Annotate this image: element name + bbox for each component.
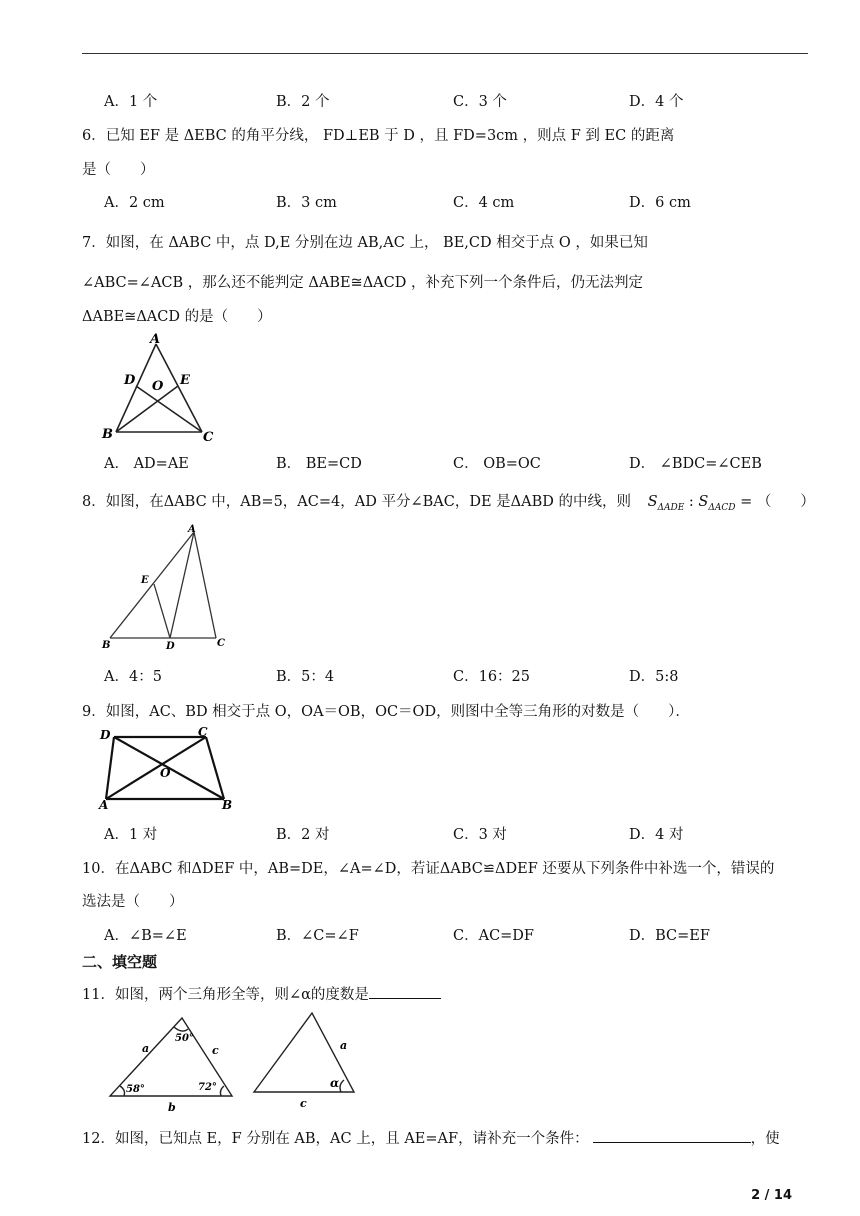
q9-label-o: O <box>160 766 171 780</box>
q7-option-a: A． AD=AE <box>104 456 189 472</box>
q5-option-b: B．2 个 <box>276 94 330 110</box>
q11-left-angle-left: 58° <box>126 1084 145 1095</box>
q10-option-a: A．∠B=∠E <box>104 928 187 944</box>
q7-option-c: C． OB=OC <box>453 456 541 472</box>
q7-label-a: A <box>150 332 161 347</box>
q8-option-a: A．4：5 <box>104 669 162 685</box>
q8-label-d: D <box>166 641 175 652</box>
q10-stem-line2: 选法是（ ） <box>82 894 184 910</box>
q9-figure <box>98 725 238 810</box>
q6-option-d: D．6 cm <box>629 195 691 211</box>
q6-option-a: A．2 cm <box>104 195 165 211</box>
q11-left-label-b: b <box>168 1101 176 1114</box>
q11-answer-blank[interactable] <box>369 984 441 999</box>
q7-label-e: E <box>180 373 190 388</box>
q11-right-label-c: c <box>300 1097 307 1110</box>
q10-stem-line1: 10．在ΔABC 和ΔDEF 中，AB=DE，∠A=∠D，若证ΔABC≌ΔDEF 还要从下列条件中补选一个，错误的 <box>82 861 775 877</box>
q9-option-b: B．2 对 <box>276 827 330 843</box>
q11-left-label-c: c <box>212 1044 219 1057</box>
q8-formula-s1: S <box>647 494 658 510</box>
q10-option-d: D．BC=EF <box>629 928 710 944</box>
q8-formula-sub2: ΔACD <box>708 502 736 513</box>
q8-label-b: B <box>102 640 111 651</box>
q8-label-c: C <box>217 638 225 649</box>
q8-label-a: A <box>188 524 196 535</box>
q5-option-d: D．4 个 <box>629 94 684 110</box>
q7-label-o: O <box>152 379 164 394</box>
q9-stem-line1: 9．如图，AC、BD 相交于点 O，OA＝OB，OC＝OD，则图中全等三角形的对数是（ ）． <box>82 704 690 720</box>
q9-label-d: D <box>100 728 111 742</box>
q7-figure <box>100 330 225 445</box>
q5-option-a: A．1 个 <box>104 94 158 110</box>
q12-stem-line1 <box>82 1127 780 1148</box>
q7-label-d: D <box>124 373 136 388</box>
q11-figure-left <box>102 1010 240 1114</box>
q7-option-b: B． BE=CD <box>276 456 362 472</box>
q11-left-angle-right: 72° <box>198 1082 217 1093</box>
q7-option-d: D． ∠BDC=∠CEB <box>629 456 762 472</box>
q9-option-d: D．4 对 <box>629 827 684 843</box>
q8-option-b: B．5：4 <box>276 669 335 685</box>
q7-label-b: B <box>102 427 113 442</box>
q7-label-c: C <box>203 430 214 445</box>
q5-option-c: C．3 个 <box>453 94 507 110</box>
q7-stem-line1: 7．如图，在 ΔABC 中，点 D,E 分别在边 AB,AC 上， BE,CD 相交于点 O ，如果已知 <box>82 235 648 251</box>
q8-formula-s2: S <box>698 494 709 510</box>
q11-right-label-a: a <box>340 1039 348 1052</box>
q9-option-a: A．1 对 <box>104 827 158 843</box>
q10-option-c: C．AC=DF <box>453 928 534 944</box>
q7-stem-line3: ΔABE≅ΔACD 的是（ ） <box>82 309 272 325</box>
q10-option-b: B．∠C=∠F <box>276 928 359 944</box>
q11-left-angle-top: 50° <box>175 1033 194 1044</box>
header-rule <box>82 53 808 54</box>
q8-formula-tail: = （ ） <box>735 494 815 510</box>
section-heading-fill-blank: 二、填空题 <box>82 953 158 971</box>
q9-label-b: B <box>222 798 233 810</box>
q8-label-e: E <box>141 575 149 586</box>
q11-figure-right <box>248 1005 366 1113</box>
q6-stem-line2: 是（ ） <box>82 162 155 178</box>
q8-option-d: D．5:8 <box>629 669 679 685</box>
q12-stem-text: 12．如图，已知点 E，F 分别在 AB，AC 上，且 AE=AF，请补充一个条件： <box>82 1131 589 1147</box>
q6-option-c: C．4 cm <box>453 195 515 211</box>
q9-label-a: A <box>99 798 109 810</box>
q11-right-label-alpha: α <box>330 1076 340 1090</box>
q6-option-b: B．3 cm <box>276 195 337 211</box>
q6-stem-line1: 6．已知 EF 是 ΔEBC 的角平分线， FD⊥EB 于 D ，且 FD=3cm ，则点 F 到 EC 的距离 <box>82 128 675 144</box>
q8-option-c: C．16：25 <box>453 669 530 685</box>
q8-formula-sub1: ΔADE <box>657 502 685 513</box>
q11-left-label-a: a <box>142 1042 150 1055</box>
q12-answer-blank[interactable] <box>593 1128 751 1143</box>
q9-option-c: C．3 对 <box>453 827 507 843</box>
q7-stem-line2: ∠ABC=∠ACB ，那么还不能判定 ΔABE≅ΔACD ，补充下列一个条件后，仍无法判定 <box>82 275 643 291</box>
page-number: 2 / 14 <box>751 1188 792 1203</box>
q9-label-c: C <box>198 725 208 739</box>
q8-stem-text: 8．如图，在ΔABC 中，AB=5，AC=4，AD 平分∠BAC，DE 是ΔABD 的中线，则 <box>82 494 631 510</box>
q11-stem-text: 11．如图，两个三角形全等，则∠α的度数是 <box>82 987 369 1003</box>
q12-stem-tail: ，使 <box>750 1131 780 1147</box>
q8-figure <box>98 522 233 652</box>
q8-formula-colon: : <box>684 494 699 510</box>
q11-stem-line1 <box>82 983 441 1004</box>
q8-stem-line1 <box>82 490 815 513</box>
